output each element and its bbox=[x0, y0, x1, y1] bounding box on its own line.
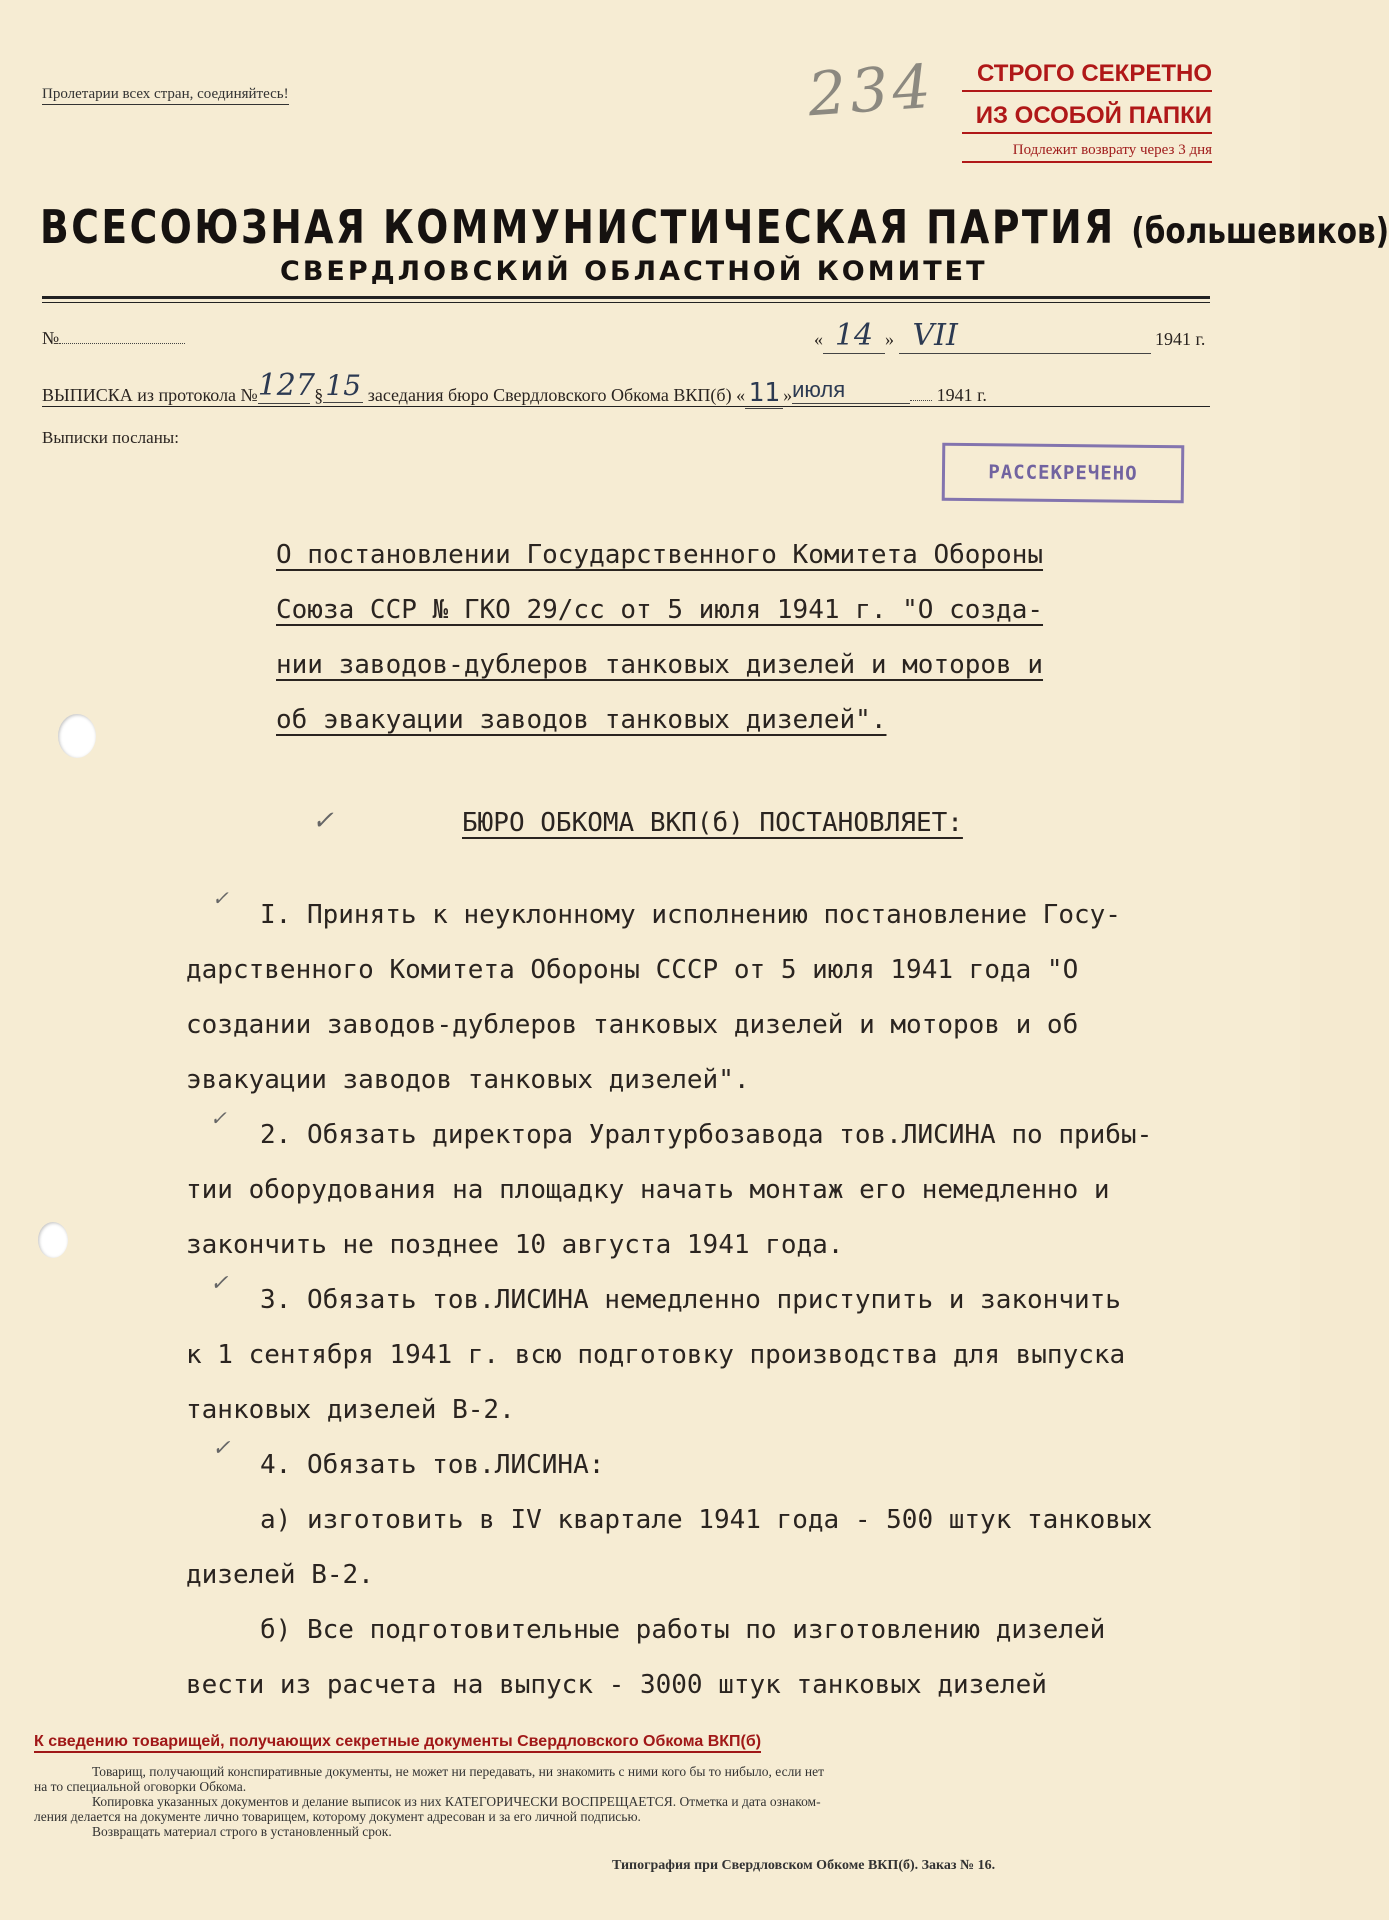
subject-line: Союза ССР № ГКО 29/сс от 5 июля 1941 г. "О созда- bbox=[276, 595, 1044, 625]
party-name-heading bbox=[40, 200, 1389, 254]
subject-line: об эвакуации заводов танковых дизелей". bbox=[276, 705, 887, 735]
subject-line: О постановлении Государственного Комитета Обороны bbox=[276, 540, 1044, 570]
checkmark-icon: ✓ bbox=[210, 1106, 227, 1130]
paragraph-1-line: I. Принять к неуклонному исполнению постановление Госу- bbox=[260, 900, 1121, 930]
secrecy-stamp bbox=[962, 58, 1212, 163]
notice-line: на то специальной оговорки Обкома. bbox=[34, 1779, 247, 1794]
header-rule bbox=[42, 296, 1210, 299]
paragraph-4b-line: б) Все подготовительные работы по изготовлению дизелей bbox=[260, 1615, 1106, 1645]
committee-heading: СВЕРДЛОВСКИЙ ОБЛАСТНОЙ КОМИТЕТ bbox=[280, 256, 988, 287]
issue-date-field: « 14 » VII 1941 г. bbox=[814, 318, 1206, 353]
punch-hole-icon bbox=[38, 1222, 68, 1258]
date-year-suffix: г. bbox=[1195, 329, 1206, 349]
notice-line: Возвращать материал строго в установленный срок. bbox=[92, 1824, 392, 1839]
checkmark-icon: ✓ bbox=[312, 806, 334, 836]
date-month: VII bbox=[899, 318, 1151, 354]
date-year: 1941 bbox=[1155, 329, 1191, 349]
paragraph-4a-line: а) изготовить в IV квартале 1941 года - 500 штук танковых bbox=[260, 1505, 1153, 1535]
header-rule-thin bbox=[42, 302, 1210, 303]
resolution-heading: БЮРО ОБКОМА ВКП(б) ПОСТАНОВЛЯЕТ: bbox=[462, 808, 963, 838]
meeting-year: 1941 bbox=[936, 385, 973, 405]
number-field bbox=[42, 328, 185, 349]
checkmark-icon: ✓ bbox=[212, 886, 229, 910]
date-day: 14 bbox=[823, 318, 885, 354]
meeting-year-suffix: г. bbox=[977, 385, 987, 405]
subject-line: нии заводов-дублеров танковых дизелей и моторов и bbox=[276, 650, 1044, 680]
paragraph-3-line: 3. Обязать тов.ЛИСИНА немедленно приступить и закончить bbox=[260, 1285, 1121, 1315]
extract-line: ВЫПИСКА из протокола №127 §15 заседания бюро Свердловского Обкома ВКП(б) « 11 »июля 1941 г. bbox=[42, 368, 987, 408]
notice-line: ления делается на документе лично товарищем, которому документ адресован и за его личной подписью. bbox=[34, 1809, 641, 1824]
special-folder-label: ИЗ ОСОБОЙ ПАПКИ bbox=[962, 100, 1212, 134]
paragraph-1-line: дарственного Комитета Обороны СССР от 5 июля 1941 года "О bbox=[186, 955, 1079, 985]
meeting-day: 11 bbox=[745, 378, 783, 409]
paragraph-1-line: создании заводов-дублеров танковых дизелей и моторов и об bbox=[186, 1010, 1079, 1040]
punch-hole-icon bbox=[58, 714, 96, 758]
declassified-stamp: РАССЕКРЕЧЕНО bbox=[942, 443, 1185, 504]
paragraph-1-line: эвакуации заводов танковых дизелей". bbox=[186, 1065, 750, 1095]
section-sign: § bbox=[314, 385, 324, 405]
party-suffix: (большевиков) bbox=[1131, 211, 1389, 252]
secrecy-notice bbox=[34, 1764, 1204, 1839]
extract-label: ВЫПИСКА из протокола № bbox=[42, 385, 258, 405]
meeting-text: заседания бюро Свердловского Обкома ВКП(б) bbox=[367, 385, 732, 405]
section-number: 15 bbox=[323, 369, 363, 403]
paragraph-2-line: 2. Обязать директора Уралтурбозавода тов.ЛИСИНА по прибы- bbox=[260, 1120, 1153, 1150]
printer-imprint: Типография при Свердловском Обкоме ВКП(б). Заказ № 16. bbox=[612, 1858, 996, 1873]
party-name: ВСЕСОЮЗНАЯ КОММУНИСТИЧЕСКАЯ ПАРТИЯ bbox=[40, 200, 1116, 254]
subject-block bbox=[276, 528, 1206, 748]
secrecy-label: СТРОГО СЕКРЕТНО bbox=[962, 58, 1212, 92]
archive-number: 234 bbox=[805, 51, 937, 131]
paragraph-4a-line: дизелей В-2. bbox=[186, 1560, 374, 1590]
paragraph-2-line: закончить не позднее 10 августа 1941 года. bbox=[186, 1230, 844, 1260]
paragraph-3-line: к 1 сентября 1941 г. всю подготовку производства для выпуска bbox=[186, 1340, 1126, 1370]
resolution-body bbox=[186, 888, 1300, 1713]
slogan: Пролетарии всех стран, соединяйтесь! bbox=[42, 86, 289, 105]
paragraph-3-line: танковых дизелей В-2. bbox=[186, 1395, 515, 1425]
paragraph-4-line: 4. Обязать тов.ЛИСИНА: bbox=[260, 1450, 605, 1480]
return-notice: Подлежит возврату через 3 дня bbox=[962, 142, 1212, 163]
checkmark-icon: ✓ bbox=[210, 1271, 229, 1296]
notice-line: Копировка указанных документов и делание выписок из них КАТЕГОРИЧЕСКИ ВОСПРЕЩАЕТСЯ. Отметка и дата ознаком- bbox=[92, 1794, 821, 1809]
fields-rule bbox=[42, 406, 1210, 407]
paragraph-2-line: тии оборудования на площадку начать монтаж его немедленно и bbox=[186, 1175, 1110, 1205]
paragraph-4b-line: вести из расчета на выпуск - 3000 штук танковых дизелей bbox=[186, 1670, 1047, 1700]
extracts-sent-label: Выписки посланы: bbox=[42, 428, 179, 447]
protocol-number: 127 bbox=[257, 368, 315, 403]
notice-line: Товарищ, получающий конспиративные документы, не может ни передавать, ни знакомить с ними кого бы то нибыло, если нет bbox=[92, 1764, 825, 1779]
meeting-month: июля bbox=[792, 377, 910, 404]
number-label: № bbox=[42, 328, 60, 348]
checkmark-icon: ✓ bbox=[212, 1436, 231, 1461]
secrecy-notice-title: К сведению товарищей, получающих секретные документы Свердловского Обкома ВКП(б) bbox=[34, 1733, 761, 1753]
